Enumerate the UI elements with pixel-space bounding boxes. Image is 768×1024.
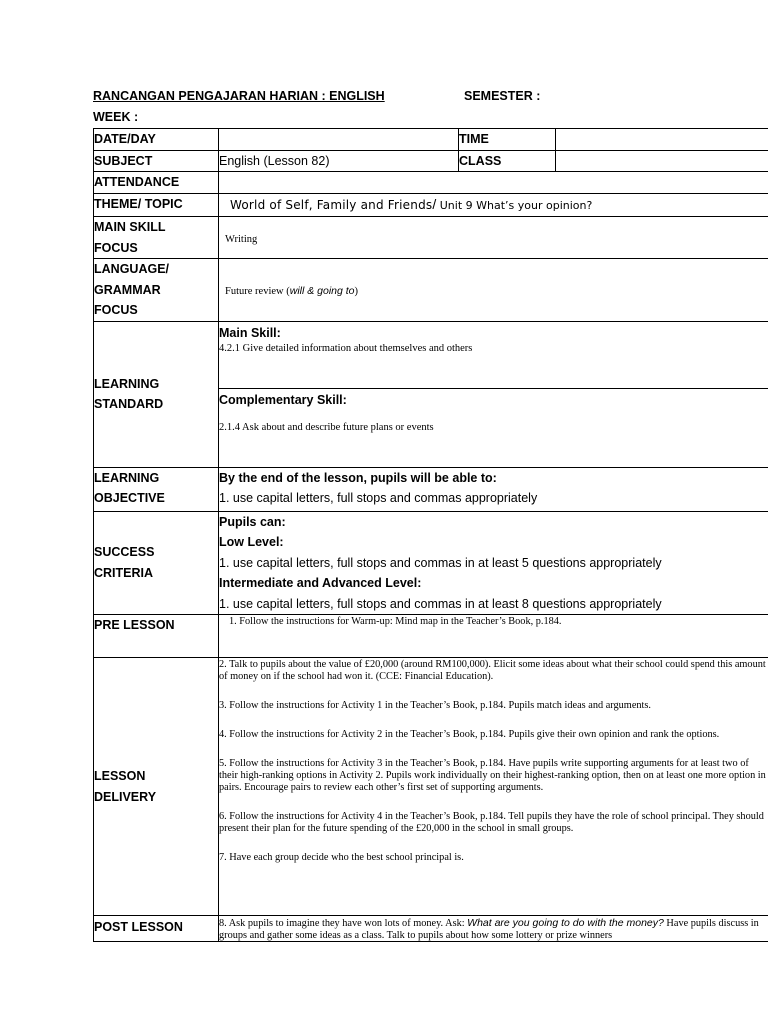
pre-lesson-text: 1. Follow the instructions for Warm-up: Mind map in the Teacher’s Book, p.184. [219,615,768,658]
criteria-intro: Pupils can: [219,514,286,529]
subject-label: SUBJECT [94,150,219,172]
main-skill-text: Writing [225,233,258,245]
main-skill-value [219,217,768,259]
delivery-step: 3. Follow the instructions for Activity 1 in the Teacher’s Book, p.184. Pupils match ideas and arguments. [219,700,651,711]
date-day-value [219,129,459,151]
row-subject [94,150,768,172]
attendance-value [219,172,768,194]
grammar-label-line2: GRAMMAR [94,282,161,297]
lesson-delivery-label [94,658,219,916]
lesson-plan-table [93,128,768,942]
delivery-step: 7. Have each group decide who the best school principal is. [219,852,464,863]
learning-objective-value [219,467,768,511]
theme-name: World of Self, Family and Friends [230,197,433,212]
post-lesson-text-post: Have pupils discuss in groups and gather some ideas as a class. Talk to pupils about how some lottery or prize winners [219,918,759,941]
class-label: CLASS [459,150,556,172]
learning-objective-label [94,467,219,511]
post-lesson-question: What are you going to do with the money? [467,917,664,929]
row-grammar [94,259,768,322]
learning-objective-label-line2: OBJECTIVE [94,491,165,505]
pre-lesson-label: PRE LESSON [94,615,219,658]
lesson-delivery-label-line1: LESSON [94,769,146,783]
time-label: TIME [459,129,556,151]
success-criteria-label-line2: CRITERIA [94,565,154,580]
row-date-day [94,129,768,151]
learning-standard-label [94,321,219,467]
delivery-step: 2. Talk to pupils about the value of £20,000 (around RM100,000). Elicit some ideas about what their school could spend this amount of money on if the school had won it. (CCE: Financial Education). [219,659,766,682]
grammar-text-pre: Future review ( [225,285,290,297]
success-criteria-label-line1: SUCCESS [94,545,155,560]
grammar-label-line3: FOCUS [94,303,138,317]
theme-separator: / [432,195,437,212]
post-lesson-label: POST LESSON [94,916,219,942]
date-day-label: DATE/DAY [94,129,219,151]
criteria-low-item: 1. use capital letters, full stops and commas in at least 5 questions appropriately [219,555,662,570]
main-skill-standard-heading: Main Skill: [219,325,281,340]
success-criteria-label [94,511,219,615]
main-skill-standard [219,321,768,388]
complementary-skill-standard [219,388,768,467]
criteria-advanced-heading: Intermediate and Advanced Level: [219,576,422,590]
theme-label: THEME/ TOPIC [94,193,219,217]
objective-heading: By the end of the lesson, pupils will be able to: [219,470,497,485]
learning-standard-label-line2: STANDARD [94,397,164,411]
learning-standard-label-line1: LEARNING [94,376,160,391]
document-header [93,89,768,103]
row-post-lesson [94,916,768,942]
delivery-step: 6. Follow the instructions for Activity 4 in the Teacher’s Book, p.184. Tell pupils they have the role of school principal. They should present their plan for the future spending of the £20,000 in the school in small groups. [219,811,764,834]
grammar-label [94,259,219,322]
post-lesson-text-pre: 8. Ask pupils to imagine they have won lots of money. Ask: [219,918,468,929]
class-value [556,150,768,172]
theme-value [219,193,768,217]
grammar-text-italic: will & going to [289,284,355,297]
delivery-step: 4. Follow the instructions for Activity 2 in the Teacher’s Book, p.184. Pupils give their own opinion and rank the options. [219,729,720,740]
main-skill-label [94,217,219,259]
row-learning-standard-main [94,321,768,388]
topic-name: Unit 9 What’s your opinion? [436,198,593,212]
delivery-step: 5. Follow the instructions for Activity 3 in the Teacher’s Book, p.184. Have pupils write supporting arguments for at least two of their high-ranking options in Activity 2. Pupils work individually on their highest-ranking option, then on at least one more option in pairs. Encourage pairs to review each other’s first set of supporting arguments. [219,758,766,793]
week-label: WEEK : [93,110,139,124]
subject-value: English (Lesson 82) [219,150,459,172]
time-value [556,129,768,151]
row-success-criteria [94,511,768,615]
attendance-label: ATTENDANCE [94,172,219,194]
grammar-label-line1: LANGUAGE/ [94,262,169,276]
criteria-low-heading: Low Level: [219,535,284,549]
lesson-delivery-label-line2: DELIVERY [94,789,157,804]
grammar-value [219,259,768,322]
complementary-skill-text: 2.1.4 Ask about and describe future plans or events [219,421,434,433]
row-attendance [94,172,768,194]
complementary-skill-heading: Complementary Skill: [219,392,347,407]
learning-objective-label-line1: LEARNING [94,470,160,485]
row-theme [94,193,768,217]
main-skill-standard-text: 4.2.1 Give detailed information about themselves and others [219,342,473,354]
grammar-text-post: ) [354,285,359,297]
main-skill-label-line2: FOCUS [94,240,138,255]
row-main-skill [94,217,768,259]
row-pre-lesson [94,615,768,658]
row-lesson-delivery [94,658,768,916]
semester-label: SEMESTER : [464,89,541,103]
success-criteria-value [219,511,768,615]
post-lesson-text [219,916,768,942]
row-learning-objective [94,467,768,511]
post-lesson-text-clip [219,917,768,941]
lesson-delivery-steps [219,658,768,916]
objective-item: 1. use capital letters, full stops and commas appropriately [219,491,538,505]
main-skill-label-line1: MAIN SKILL [94,220,166,234]
criteria-advanced-item: 1. use capital letters, full stops and commas in at least 8 questions appropriately [219,596,662,611]
document-title: RANCANGAN PENGAJARAN HARIAN : ENGLISH [93,89,385,103]
